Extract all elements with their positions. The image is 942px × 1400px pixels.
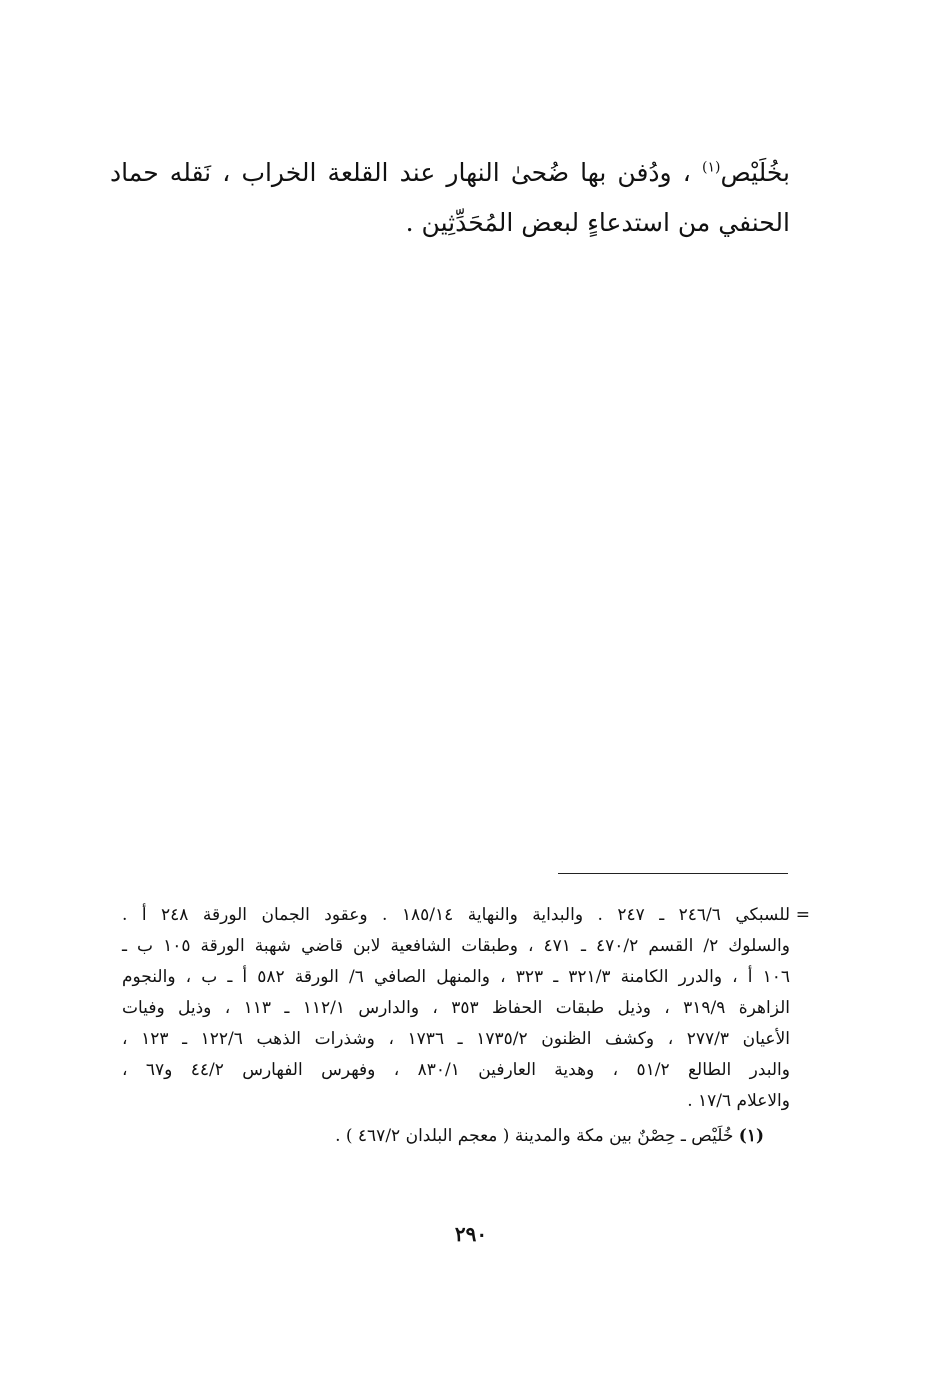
main-text-line-2: الحنفي من استدعاءٍ لبعض المُحَدِّثِين .: [405, 208, 790, 237]
footnote-reference: (١): [701, 159, 721, 176]
page-number: ٢٩٠: [454, 1222, 488, 1246]
main-text-line-1: [110, 148, 790, 198]
footnote-line: الأعيان ٢٧٧/٣ ، وكشف الظنون ١٧٣٥/٢ ـ ١٧٣٦ ، وشذرات الذهب ١٢٢/٦ ـ ١٢٣ ،: [122, 1029, 790, 1049]
footnote-line: ١٠٦ أ ، والدرر الكامنة ٣٢١/٣ ـ ٣٢٣ ، والمنهل الصافي ٦/ الورقة ٥٨٢ أ ـ ب ، والنجوم: [122, 967, 790, 987]
main-text-block: [110, 148, 790, 248]
main-text-word: بخُلَيْص: [720, 158, 790, 187]
continuation-mark: =: [795, 905, 810, 925]
footnote-number: (١): [738, 1126, 764, 1146]
main-text-line-1-rest: ، ودُفن بها ضُحىٰ النهار عند القلعة الخراب ، نَقله حماد: [110, 158, 691, 187]
footnote-line: والاعلام ١٧/٦ .: [687, 1091, 790, 1111]
footnote-separator: [558, 873, 788, 874]
footnote-line: والسلوك ٢/ القسم ٤٧٠/٢ ـ ٤٧١ ، وطبقات الشافعية لابن قاضي شهبة الورقة ١٠٥ ب ـ: [122, 936, 790, 956]
footnote-line: الزاهرة ٣١٩/٩ ، وذيل طبقات الحفاظ ٣٥٣ ، والدارس ١١٢/١ ـ ١١٣ ، وذيل وفيات: [122, 998, 791, 1018]
footnote-1: [122, 1121, 790, 1152]
footnote-line: والبدر الطالع ٥١/٢ ، وهدية العارفين ٨٣٠/١ ، وفهرس الفهارس ٤٤/٢ و٦٧ ،: [122, 1060, 790, 1080]
footnote-text: خُلَيْص ـ حِصْنٌ بين مكة والمدينة ( معجم البلدان ٤٦٧/٢ ) .: [335, 1126, 734, 1146]
footnote-line: للسبكي ٢٤٦/٦ ـ ٢٤٧ . والبداية والنهاية ١٨٥/١٤ . وعقود الجمان الورقة ٢٤٨ أ .: [122, 905, 791, 925]
footnotes-block: [122, 900, 810, 1152]
continued-footnote: [122, 900, 810, 1117]
